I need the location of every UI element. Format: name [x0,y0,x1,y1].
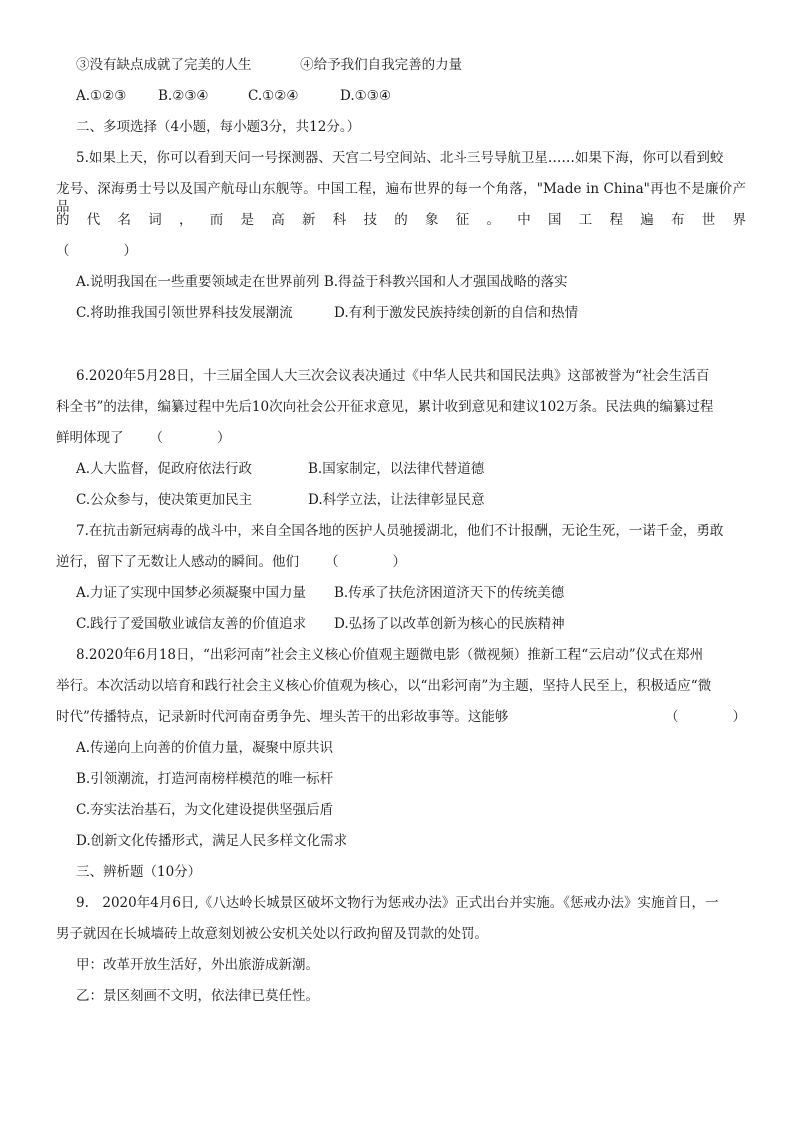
q7-line2: 逆行，留下了无数让人感动的瞬间。他们 [56,554,299,570]
q4-choice-c: C.①②④ [248,88,299,104]
q7-options-cd [76,615,565,633]
q7-option-c: C.践行了爱国敬业诚信友善的价值追求 [76,616,307,632]
q5-option-a: A.说明我国在一些重要领域走在世界前列 [76,274,320,290]
q5-line2: 龙号、深海勇士号以及国产航母山东舰等。中国工程，遍布世界的每一个角落，"Made in China"再也不是廉价产品 [56,181,746,215]
q4-options-row [76,56,462,74]
q5-option-c: C.将助推我国引领世界科技发展潮流 [76,305,293,321]
q5-line1: 5.如果上天，你可以看到天问一号探测器、天宫二号空间站、北斗三号导航卫星……如果下海，你可以看到蛟 [76,150,724,166]
q7-option-d: D.弘扬了以改革创新为核心的民族精神 [334,616,565,632]
q9-line1: 9. 2020年4月6日,《八达岭长城景区破坏文物行为惩戒办法》正式出台并实施。《惩戒办法》实施首日，一 [76,895,719,911]
q6-line3-row [56,429,231,447]
q6-option-b: B.国家制定，以法律代替道德 [308,461,485,477]
q8-option-c: C.夯实法治基石，为文化建设提供坚强后盾 [76,802,334,818]
q8-option-b: B.引领潮流，打造河南榜样模范的唯一标杆 [76,771,334,787]
q9-line2: 男子就因在长城墙砖上故意刻划被公安机关处以行政拘留及罚款的处罚。 [56,926,488,942]
q7-option-a: A.力证了实现中国梦必须凝聚中国力量 [76,585,307,601]
q6-bracket: （ ） [149,430,231,446]
q7-options-ab [76,584,564,602]
q9-statement-yi: 乙：景区刻画不文明，依法律已莫任性。 [76,988,319,1004]
q7-option-b: B.传承了扶危济困道济天下的传统美德 [334,585,565,601]
section3-heading: 三、辨析题（10分） [76,864,202,880]
q4-option-3: ③没有缺点成就了完美的人生 [76,57,252,73]
q6-options-ab [76,460,484,478]
q8-bracket: （ ） [665,709,746,725]
q4-choice-b: B.②③④ [158,88,209,104]
q5-line3: 的代名词，而是高新科技的象征。中国工程遍布世界 [56,212,746,228]
q5-options-cd [76,304,578,322]
q6-option-c: C.公众参与，使决策更加民主 [76,492,253,508]
q8-option-d: D.创新文化传播形式，满足人民多样文化需求 [76,833,348,849]
q8-line1: 8.2020年6月18日，“出彩河南”社会主义核心价值观主题微电影（微视频）推新工程“云启动”仪式在郑州 [76,647,704,663]
q4-choice-d: D.①③④ [340,88,391,104]
q6-line3: 鲜明体现了 [56,430,124,446]
q6-option-a: A.人大监督，促政府依法行政 [76,461,253,477]
q4-choices-row [76,87,391,105]
q7-line1: 7.在抗击新冠病毒的战斗中，来自全国各地的医护人员驰援湖北，他们不计报酬，无论生死，一诺千金，勇敢 [76,523,724,539]
q5-option-d: D.有利于激发民族持续创新的自信和热情 [334,305,579,321]
q6-line1: 6.2020年5月28日，十三届全国人大三次会议表决通过《中华人民共和国民法典》这部被誉为“社会生活百 [76,368,710,384]
q7-bracket: （ ） [325,554,406,570]
q5-options-ab [76,273,568,291]
q5-option-b: B.得益于科教兴国和人才强国战略的落实 [323,274,568,290]
q8-line3: 时代”传播特点，记录新时代河南奋勇争先、埋头苦干的出彩故事等。这能够 [56,709,509,725]
q8-line2: 举行。本次活动以培育和践行社会主义核心价值观为核心，以“出彩河南”为主题，坚持人民至上，积极适应“微 [56,678,712,694]
q9-statement-jia: 甲：改革开放生活好，外出旅游成新潮。 [76,957,319,973]
q5-bracket: （ ） [56,243,137,259]
q8-option-a: A.传递向上向善的价值力量，凝聚中原共识 [76,740,334,756]
q6-option-d: D.科学立法，让法律彰显民意 [308,492,485,508]
q4-choice-a: A.①②③ [76,88,127,104]
q6-line2: 科全书”的法律，编纂过程中先后10次向社会公开征求意见，累计收到意见和建议102万条。民法典的编纂过程 [56,399,714,415]
section2-heading: 二、多项选择（4小题，每小题3分，共12分。） [76,119,361,135]
q6-options-cd [76,491,485,509]
q4-option-4: ④给予我们自我完善的力量 [300,57,463,73]
q8-line3-row [56,708,746,726]
q7-line2-row [56,553,406,571]
